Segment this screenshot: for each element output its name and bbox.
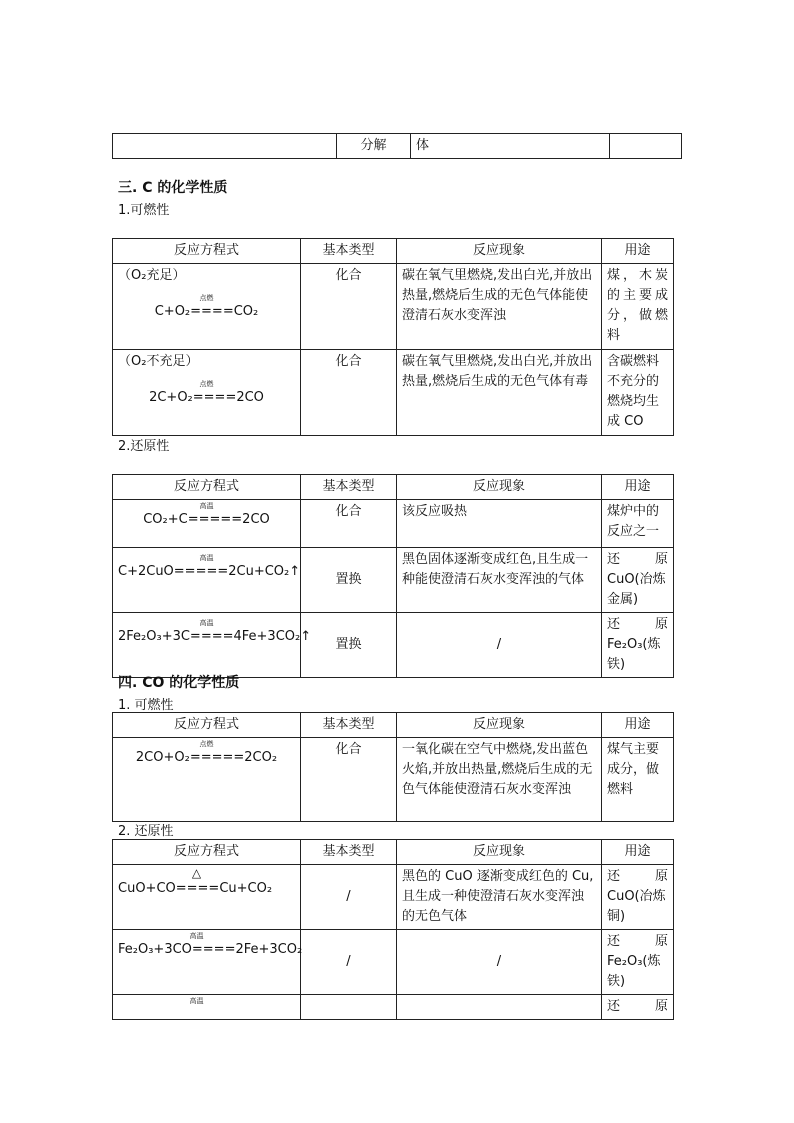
- header-phenomenon: 反应现象: [397, 475, 602, 500]
- equation-cell: [113, 264, 301, 350]
- equation: 2CO+O₂=====2CO₂: [135, 750, 278, 765]
- use: [602, 865, 674, 930]
- use-line-1: 还 原: [607, 552, 668, 567]
- section-4-sub1: 1. 可燃性: [118, 698, 174, 713]
- table-row: [113, 350, 674, 436]
- top-cell-phen: 体: [411, 134, 610, 159]
- equation-cell: [113, 613, 312, 678]
- reaction-condition: 点燃: [199, 740, 214, 748]
- section-3-sub1: 1.可燃性: [118, 203, 170, 218]
- equation-cell: [113, 930, 301, 995]
- header-type: 基本类型: [301, 475, 397, 500]
- reaction-condition: 点燃: [199, 294, 214, 302]
- equation-cell: [113, 865, 301, 930]
- table-row: [113, 264, 674, 350]
- section-3-sub2: 2.还原性: [118, 439, 170, 454]
- table-c-reduction: [112, 474, 674, 678]
- header-use: 用途: [602, 840, 674, 865]
- reaction-type: 化合: [301, 350, 397, 436]
- use: 含碳燃料不充分的燃烧均生成 CO: [602, 350, 674, 436]
- reaction-condition: △: [191, 866, 202, 880]
- use: 煤，木炭的主要成分，做燃料: [602, 264, 674, 350]
- use-line-2: CuO(冶炼金属): [607, 572, 666, 607]
- table-row: [113, 500, 674, 548]
- equation: CO₂+C=====2CO: [143, 512, 270, 527]
- header-use: 用途: [602, 239, 674, 264]
- use: [602, 613, 674, 678]
- table-row: [113, 865, 674, 930]
- table-row: [113, 738, 674, 822]
- phenomenon: /: [397, 930, 602, 995]
- top-table: [112, 133, 682, 159]
- equation-cell: [113, 350, 301, 436]
- phenomenon: [397, 995, 602, 1020]
- top-cell-4: [610, 134, 682, 159]
- reaction-condition: 点燃: [199, 380, 214, 388]
- reaction-condition: 高温: [189, 997, 204, 1005]
- reaction-condition: 高温: [189, 932, 204, 940]
- top-cell-type: 分解: [337, 134, 411, 159]
- equation-cell: [113, 738, 301, 822]
- reaction-type: 化合: [301, 264, 397, 350]
- use: [602, 930, 674, 995]
- reaction-type: /: [301, 865, 397, 930]
- use-line-2: CuO(冶炼铜): [607, 889, 666, 924]
- use: 煤炉中的反应之一: [602, 500, 674, 548]
- header-phenomenon: 反应现象: [397, 239, 602, 264]
- header-equation: 反应方程式: [113, 840, 301, 865]
- header-phenomenon: 反应现象: [397, 713, 602, 738]
- table-row: [113, 548, 674, 613]
- header-use: 用途: [602, 475, 674, 500]
- section-4-sub2: 2. 还原性: [118, 824, 174, 839]
- reaction-condition: 高温: [199, 502, 214, 510]
- condition-label: （O₂不充足）: [118, 354, 199, 369]
- section-4-title: 四. CO 的化学性质: [118, 675, 240, 691]
- use-line-1: 还 原: [607, 934, 668, 949]
- equation-cell: [113, 995, 301, 1020]
- use-line-1: 还 原: [607, 869, 668, 884]
- top-cell-1: [113, 134, 337, 159]
- phenomenon: 一氧化碳在空气中燃烧,发出蓝色火焰,并放出热量,燃烧后生成的无色气体能使澄清石灰水变浑浊: [397, 738, 602, 822]
- reaction-type: 置换: [301, 613, 397, 678]
- header-equation: 反应方程式: [113, 239, 301, 264]
- table-row: [113, 613, 674, 678]
- header-type: 基本类型: [301, 713, 397, 738]
- header-equation: 反应方程式: [113, 713, 301, 738]
- table-co-reduction: [112, 839, 674, 1020]
- reaction-condition: 高温: [199, 619, 214, 627]
- reaction-condition: 高温: [199, 554, 214, 562]
- header-phenomenon: 反应现象: [397, 840, 602, 865]
- use-line-2: Fe₂O₃(炼铁): [607, 637, 661, 672]
- phenomenon: 黑色固体逐渐变成红色,且生成一种能使澄清石灰水变浑浊的气体: [397, 548, 602, 613]
- phenomenon: 碳在氧气里燃烧,发出白光,并放出热量,燃烧后生成的无色气体能使澄清石灰水变浑浊: [397, 264, 602, 350]
- header-equation: 反应方程式: [113, 475, 301, 500]
- use-line-2: Fe₂O₃(炼铁): [607, 954, 661, 989]
- reaction-type: [301, 995, 397, 1020]
- phenomenon: 黑色的 CuO 逐渐变成红色的 Cu,且生成一种使澄清石灰水变浑浊的无色气体: [397, 865, 602, 930]
- equation-cell: [113, 548, 301, 613]
- header-use: 用途: [602, 713, 674, 738]
- table-c-combustion: [112, 238, 674, 436]
- section-3-title: 三. C 的化学性质: [118, 180, 228, 196]
- equation-cell: [113, 500, 301, 548]
- equation: CuO+CO====Cu+CO₂: [118, 881, 273, 896]
- reaction-type: 化合: [301, 500, 397, 548]
- equation: C+O₂====CO₂: [154, 304, 259, 319]
- condition-label: （O₂充足）: [118, 268, 186, 283]
- equation: Fe₂O₃+3CO====2Fe+3CO₂: [118, 942, 303, 957]
- table-row: [113, 995, 674, 1020]
- reaction-type: 化合: [301, 738, 397, 822]
- header-type: 基本类型: [301, 840, 397, 865]
- use-line-1: 还 原: [607, 617, 668, 632]
- equation: 2C+O₂====2CO: [149, 390, 264, 405]
- phenomenon: 该反应吸热: [397, 500, 602, 548]
- use: 煤气主要成分，做燃料: [602, 738, 674, 822]
- use: [602, 548, 674, 613]
- table-row: [113, 930, 674, 995]
- table-co-combustion: [112, 712, 674, 822]
- header-type: 基本类型: [301, 239, 397, 264]
- phenomenon: 碳在氧气里燃烧,发出白光,并放出热量,燃烧后生成的无色气体有毒: [397, 350, 602, 436]
- reaction-type: /: [301, 930, 397, 995]
- equation: 2Fe₂O₃+3C====4Fe+3CO₂↑: [118, 629, 312, 644]
- reaction-type: 置换: [301, 548, 397, 613]
- phenomenon: /: [397, 613, 602, 678]
- equation: C+2CuO=====2Cu+CO₂↑: [118, 564, 301, 579]
- use-line-1: 还 原: [602, 995, 674, 1020]
